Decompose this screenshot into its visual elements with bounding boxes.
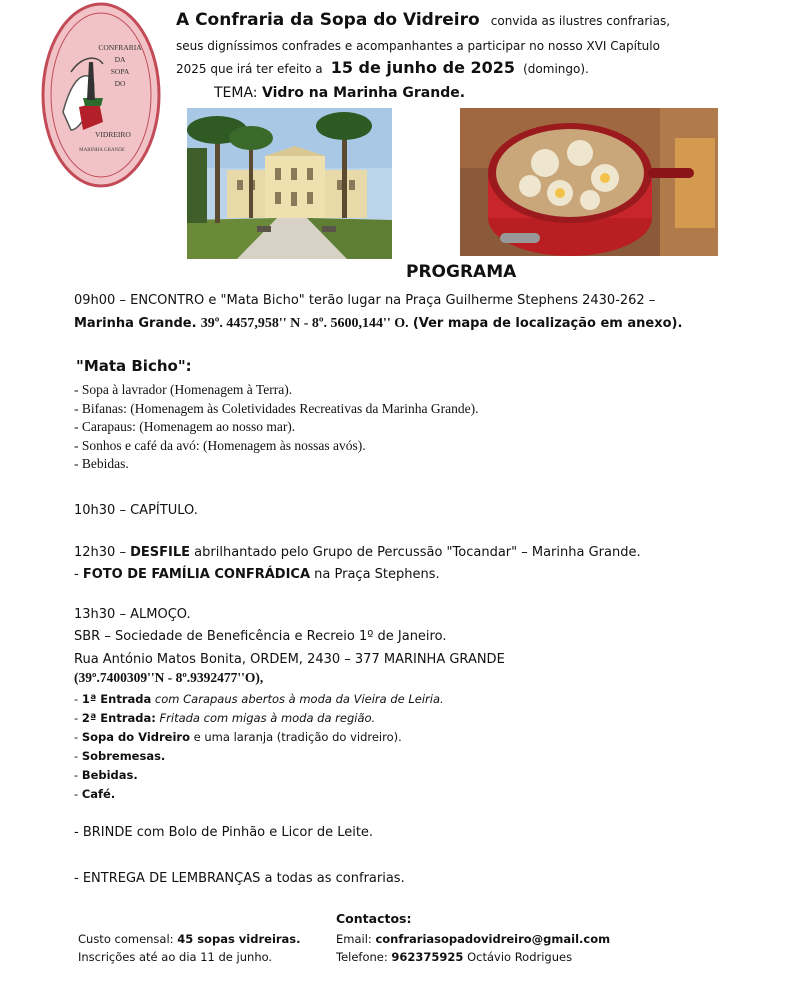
logo-text-1: CONFRARIA [98, 43, 142, 52]
tema-line [214, 85, 465, 101]
soup-pot-photo [460, 108, 718, 256]
menu-item: - Café. [74, 787, 116, 801]
custo-value: 45 sopas vidreiras. [177, 932, 301, 946]
email-link[interactable]: confrariasopadovidreiro@gmail.com [375, 932, 611, 946]
phone-name: Octávio Rodrigues [467, 950, 573, 964]
mata-bicho-list [74, 381, 478, 474]
desfile-line [74, 544, 641, 561]
tema-label: TEMA: [214, 85, 258, 101]
entrega-prefix: - [74, 871, 79, 886]
header-line-1-rest: convida as ilustres confrarias, [490, 14, 671, 28]
encontro-title: ENCONTRO e "Mata Bicho" [130, 293, 305, 308]
encontro-line-1 [74, 292, 655, 309]
desfile-title: DESFILE [130, 545, 191, 560]
menu-item: - Sopa do Vidreiro e uma laranja (tradição do vidreiro). [74, 730, 402, 744]
capitulo-title: CAPÍTULO. [130, 503, 198, 518]
custo-line [78, 932, 301, 947]
desfile-time: 12h30 – [74, 545, 126, 560]
mata-bicho-title: "Mata Bicho": [76, 357, 192, 375]
capitulo-time: 10h30 – [74, 503, 126, 518]
logo-text-4: DO [114, 79, 126, 88]
menu-item: - 1ª Entrada com Carapaus abertos à moda da Vieira de Leiria. [74, 692, 444, 706]
foto-text: na Praça Stephens. [314, 567, 440, 582]
encontro-line-2 [74, 315, 682, 332]
almoco-title: ALMOÇO. [130, 607, 191, 622]
org-name: A Confraria da Sopa do Vidreiro [176, 10, 480, 30]
entrega-text: a todas as confrarias. [264, 871, 405, 886]
foto-title: FOTO DE FAMÍLIA CONFRÁDICA [82, 567, 311, 582]
inscricoes-line: Inscrições até ao dia 11 de junho. [78, 950, 273, 964]
almoco-coords: (39º.7400309''N - 8º.9392477''O), [74, 670, 264, 685]
header-line-3 [176, 58, 589, 77]
logo-text-bottom: MARINHA GRANDE [79, 148, 125, 153]
menu-item: - Sobremesas. [74, 749, 166, 763]
menu-item: - Bebidas. [74, 768, 138, 782]
desfile-text: abrilhantado pelo Grupo de Percussão "Tocandar" – Marinha Grande. [194, 545, 641, 560]
phone-label: Telefone: [336, 950, 388, 964]
almoco-line [74, 606, 191, 623]
encontro-time: 09h00 – [74, 293, 126, 308]
header-line-3-pre: 2025 que irá ter efeito a [176, 62, 323, 76]
event-date: 15 de junho de 2025 [330, 58, 516, 77]
header-line-1 [176, 10, 670, 30]
brinde-line [74, 824, 373, 841]
logo-text-5: VIDREIRO [95, 130, 131, 139]
capitulo-line [74, 502, 198, 519]
list-item: - Sonhos e café da avó: (Homenagem às nossas avós). [74, 437, 366, 453]
palace-photo [187, 108, 392, 259]
entrega-line [74, 870, 405, 887]
foto-familia-line [74, 566, 440, 583]
programa-title: PROGRAMA [406, 262, 517, 282]
contactos-title: Contactos: [336, 911, 412, 926]
list-item: - Carapaus: (Homenagem ao nosso mar). [74, 419, 296, 434]
header-line-2: seus digníssimos confrades e acompanhantes a participar no nosso XVI Capítulo [176, 39, 660, 53]
logo-text-3: SOPA [110, 67, 130, 76]
almoco-address: Rua António Matos Bonita, ORDEM, 2430 – 377 MARINHA GRANDE [74, 652, 505, 667]
foto-prefix: - [74, 567, 79, 582]
email-line [336, 932, 610, 947]
almoco-time: 13h30 – [74, 607, 126, 622]
entrega-title: ENTREGA DE LEMBRANÇAS [82, 871, 261, 886]
encontro-coords: 39º. 4457,958'' N - 8º. 5600,144'' O. [200, 316, 409, 331]
phone-line [336, 950, 572, 965]
list-item: - Sopa à lavrador (Homenagem à Terra). [74, 382, 293, 397]
brinde-text: com Bolo de Pinhão e Licor de Leite. [136, 825, 374, 840]
logo-seal [41, 2, 161, 188]
event-weekday: (domingo). [523, 62, 589, 76]
logo-text-2: DA [114, 55, 126, 64]
menu-item: - 2ª Entrada: Fritada com migas à moda da região. [74, 711, 376, 725]
brinde-prefix: - [74, 825, 79, 840]
list-item: - Bebidas. [74, 456, 129, 471]
almoco-menu [74, 690, 444, 804]
encontro-map-note: (Ver mapa de localização em anexo). [412, 316, 683, 331]
almoco-venue: SBR – Sociedade de Beneficência e Recreio 1º de Janeiro. [74, 629, 447, 644]
encontro-text: terão lugar na Praça Guilherme Stephens 2430-262 – [308, 293, 656, 308]
tema-value: Vidro na Marinha Grande. [261, 85, 466, 101]
custo-label: Custo comensal: [78, 932, 174, 946]
list-item: - Bifanas: (Homenagem às Coletividades Recreativas da Marinha Grande). [74, 400, 479, 416]
encontro-place: Marinha Grande. [74, 316, 197, 331]
brinde-title: BRINDE [82, 825, 133, 840]
phone-number[interactable]: 962375925 [391, 950, 464, 964]
email-label: Email: [336, 932, 372, 946]
